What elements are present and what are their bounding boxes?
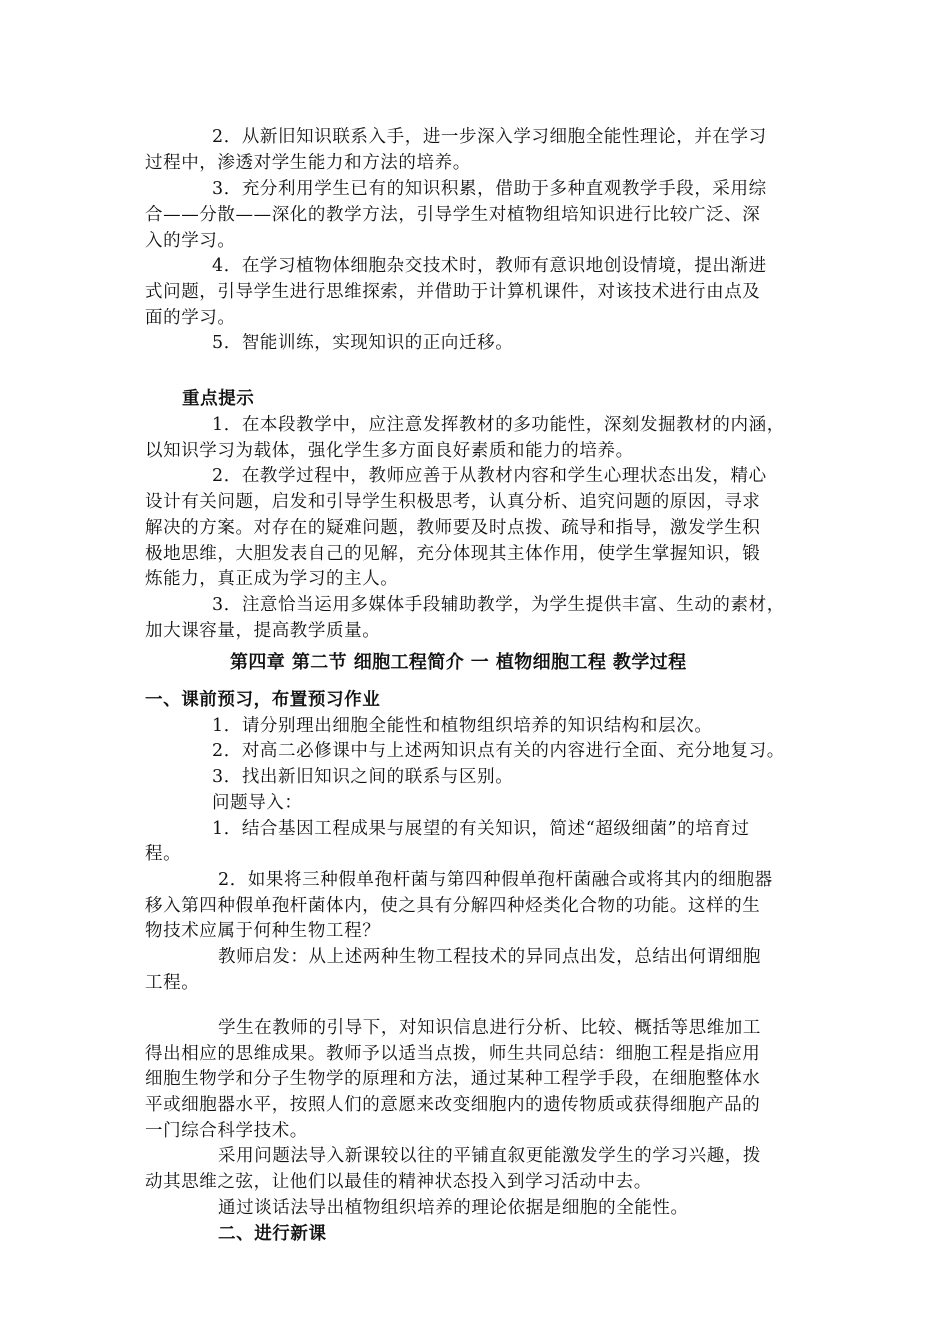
text-line: 动其思维之弦，让他们以最佳的精神状态投入到学习活动中去。 [145,1172,652,1192]
text-line: 2．如果将三种假单孢杆菌与第四种假单孢杆菌融合或将其内的细胞器 [218,870,773,890]
text-line: 2．从新旧知识联系入手，进一步深入学习细胞全能性理论，并在学习 [212,127,767,147]
text-line: 4．在学习植物体细胞杂交技术时，教师有意识地创设情境，提出渐进 [212,256,767,276]
section-heading: 一、课前预习，布置预习作业 [145,690,381,710]
text-line: 移入第四种假单孢杆菌体内，使之具有分解四种烃类化合物的功能。这样的生 [145,896,761,916]
text-line: 2．在教学过程中，教师应善于从教材内容和学生心理状态出发，精心 [212,466,767,486]
text-line: 5．智能训练，实现知识的正向迁移。 [212,333,514,353]
text-line: 细胞生物学和分子生物学的原理和方法，通过某种工程学手段，在细胞整体水 [145,1069,761,1089]
text-line: 1．请分别理出细胞全能性和植物组织培养的知识结构和层次。 [212,716,713,736]
text-line: 通过谈话法导出植物组织培养的理论依据是细胞的全能性。 [218,1198,689,1218]
text-line: 合——分散——深化的教学方法，引导学生对植物组培知识进行比较广泛、深 [145,205,761,225]
text-line: 工程。 [145,973,200,993]
text-line: 加大课容量，提高教学质量。 [145,621,381,641]
text-line: 物技术应属于何种生物工程？ [145,921,381,941]
text-line: 采用问题法导入新课较以往的平铺直叙更能激发学生的学习兴趣，拨 [218,1146,761,1166]
text-line: 3．找出新旧知识之间的联系与区别。 [212,767,514,787]
text-line: 3．注意恰当运用多媒体手段辅助教学，为学生提供丰富、生动的素材， [212,595,785,615]
text-line: 学生在教师的引导下，对知识信息进行分析、比较、概括等思维加工 [218,1018,761,1038]
text-line: 平或细胞器水平，按照人们的意愿来改变细胞内的遗传物质或获得细胞产品的 [145,1095,761,1115]
text-line: 式问题，引导学生进行思维探索，并借助于计算机课件，对该技术进行由点及 [145,282,761,302]
text-line: 1．在本段教学中，应注意发挥教材的多功能性，深刻发掘教材的内涵， [212,415,785,435]
text-line: 一门综合科学技术。 [145,1121,308,1141]
text-line: 1．结合基因工程成果与展望的有关知识，简述“超级细菌”的培育过 [212,819,750,839]
text-line: 3．充分利用学生已有的知识积累，借助于多种直观教学手段，采用综 [212,179,767,199]
text-line: 设计有关问题，启发和引导学生积极思考，认真分析、追究问题的原因，寻求 [145,492,761,512]
page-title: 第四章 第二节 细胞工程简介 一 植物细胞工程 教学过程 [230,652,687,673]
text-line: 问题导入： [212,793,303,813]
section-heading: 重点提示 [182,389,255,409]
text-line: 2．对高二必修课中与上述两知识点有关的内容进行全面、充分地复习。 [212,741,785,761]
text-line: 面的学习。 [145,308,236,328]
text-line: 过程中，渗透对学生能力和方法的培养。 [145,153,471,173]
text-line: 得出相应的思维成果。教师予以适当点拨，师生共同总结：细胞工程是指应用 [145,1044,761,1064]
section-heading: 二、进行新课 [218,1224,327,1244]
text-line: 教师启发：从上述两种生物工程技术的异同点出发，总结出何谓细胞 [218,947,761,967]
text-line: 炼能力，真正成为学习的主人。 [145,569,399,589]
text-line: 极地思维，大胆发表自己的见解，充分体现其主体作用，使学生掌握知识，锻 [145,544,761,564]
text-line: 以知识学习为载体，强化学生多方面良好素质和能力的培养。 [145,441,634,461]
text-line: 解决的方案。对存在的疑难问题，教师要及时点拨、疏导和指导，激发学生积 [145,518,761,538]
text-line: 入的学习。 [145,231,236,251]
text-line: 程。 [145,844,182,864]
